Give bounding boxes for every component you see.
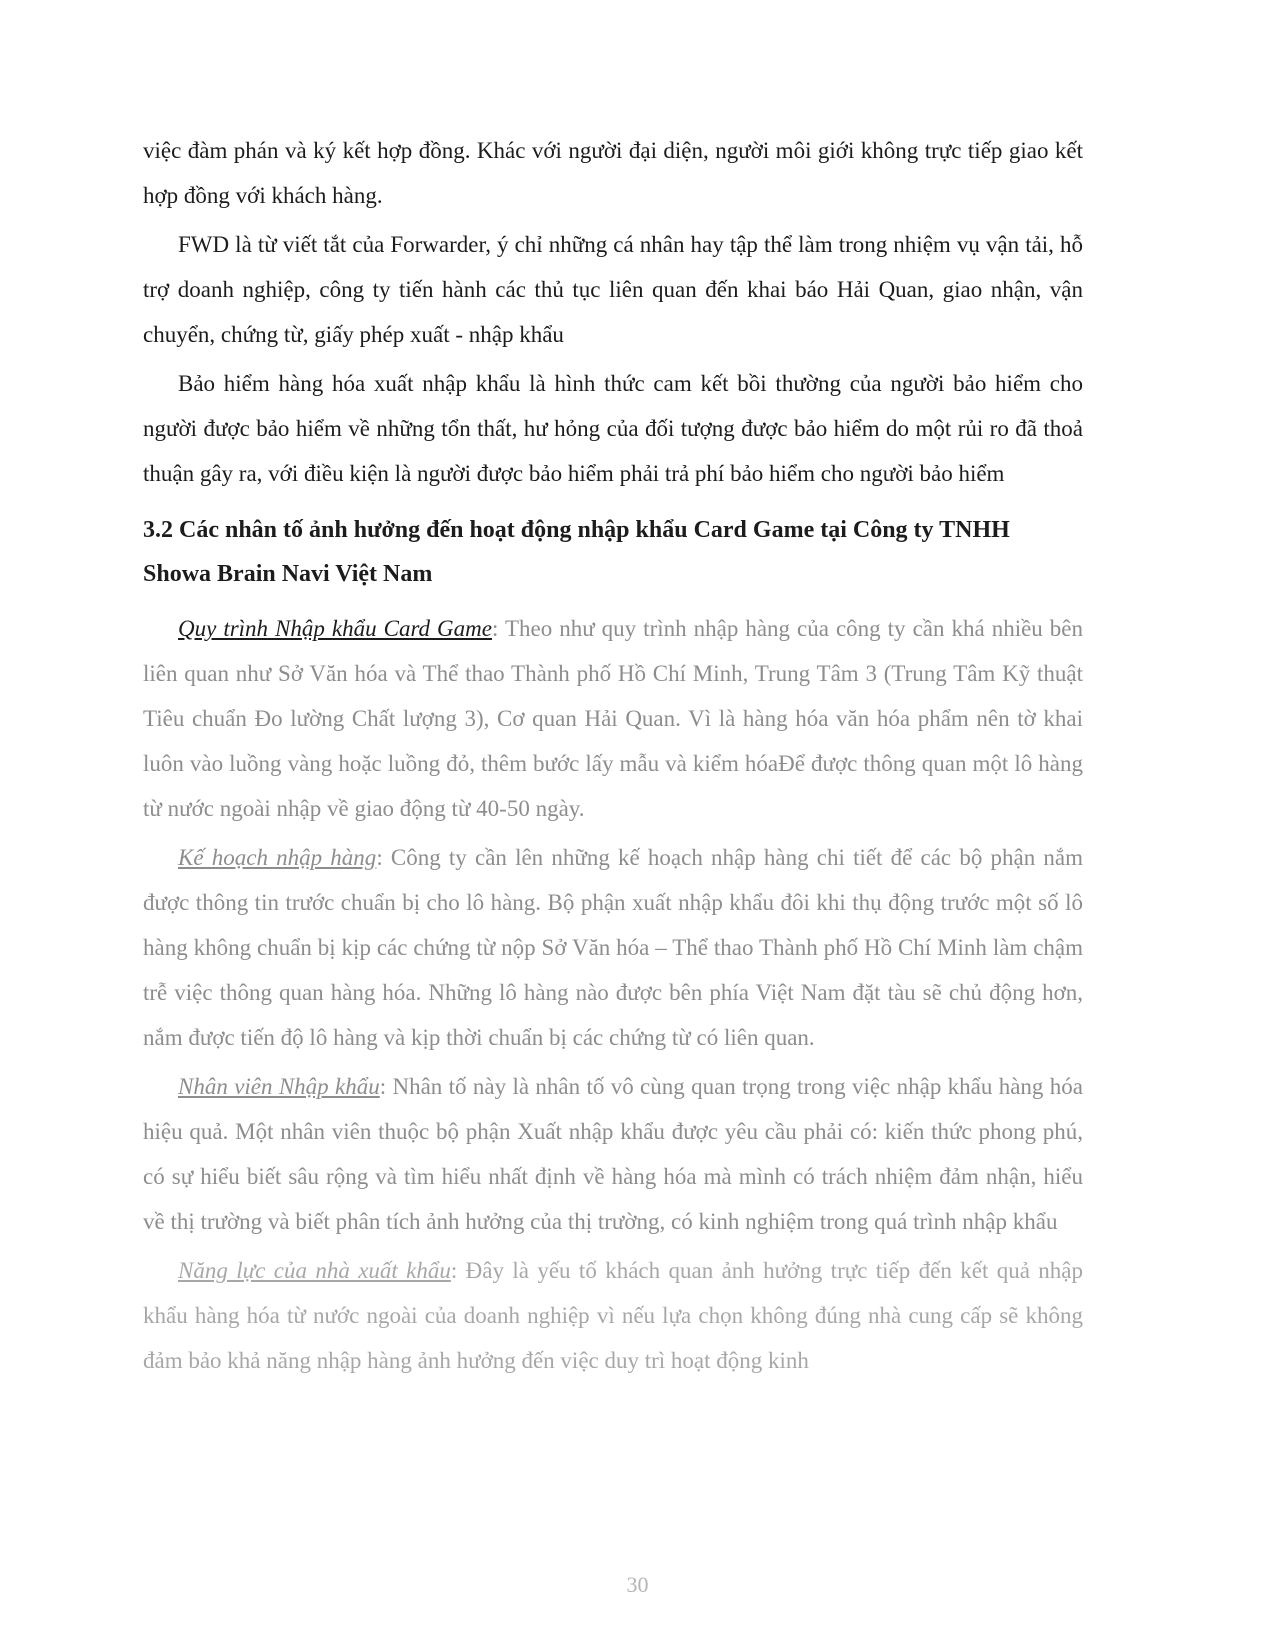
paragraph-import-process — [143, 606, 1083, 831]
page-content — [143, 128, 1083, 1387]
factor-text-process: : Theo như quy trình nhập hàng của công ty cần khá nhiều bên liên quan như Sở Văn hóa và Thể thao Thành phố Hồ Chí Minh, Trung Tâm 3 (Trung Tâm Kỹ thuật Tiêu chuẩn Đo lường Chất lượng 3), Cơ quan Hải Quan. Vì là hàng hóa văn hóa phẩm nên tờ khai luôn vào luồng vàng hoặc luồng đỏ, thêm bước lấy mẫu và kiểm hóaĐể được thông quan một lô hàng từ nước ngoài nhập về giao động từ 40-50 ngày. — [143, 616, 1083, 821]
factor-text-plan: : Công ty cần lên những kế hoạch nhập hàng chi tiết để các bộ phận nắm được thông tin trước chuẩn bị cho lô hàng. Bộ phận xuất nhập khẩu đôi khi thụ động trước một số lô hàng không chuẩn bị kịp các chứng từ nộp Sở Văn hóa – Thể thao Thành phố Hồ Chí Minh làm chậm trễ việc thông quan hàng hóa. Những lô hàng nào được bên phía Việt Nam đặt tàu sẽ chủ động hơn, nắm được tiến độ lô hàng và kịp thời chuẩn bị các chứng từ có liên quan. — [143, 845, 1083, 1050]
paragraph-import-staff — [143, 1064, 1083, 1244]
factor-lead-staff: Nhân viên Nhập khẩu — [178, 1074, 380, 1099]
paragraph-exporter-capacity — [143, 1248, 1083, 1383]
factor-lead-plan: Kế hoạch nhập hàng — [178, 845, 377, 870]
paragraph-broker: việc đàm phán và ký kết hợp đồng. Khác với người đại diện, người môi giới không trực tiếp giao kết hợp đồng với khách hàng. — [143, 138, 1083, 208]
factor-lead-process: Quy trình Nhập khẩu Card Game — [178, 616, 492, 641]
paragraph-forwarder: FWD là từ viết tắt của Forwarder, ý chỉ những cá nhân hay tập thể làm trong nhiệm vụ vận tải, hỗ trợ doanh nghiệp, công ty tiến hành các thủ tục liên quan đến khai báo Hải Quan, giao nhận, vận chuyển, chứng từ, giấy phép xuất - nhập khẩu — [143, 232, 1083, 347]
page-number: 30 — [626, 1572, 649, 1597]
factor-lead-exporter: Năng lực của nhà xuất khẩu — [178, 1258, 451, 1283]
factor-text-exporter: : Đây là yếu tố khách quan ảnh hưởng trực tiếp đến kết quả nhập khẩu hàng hóa từ nước ngoài của doanh nghiệp vì nếu lựa chọn không đúng nhà cung cấp sẽ không đảm bảo khả năng nhập hàng ảnh hưởng đến việc duy trì hoạt động kinh — [143, 1258, 1084, 1373]
section-heading: 3.2 Các nhân tố ảnh hưởng đến hoạt động nhập khẩu Card Game tại Công ty TNHH Showa Brain Navi Việt Nam — [143, 517, 1010, 587]
factor-text-staff: : Nhân tố này là nhân tố vô cùng quan trọng trong việc nhập khẩu hàng hóa hiệu quả. Một nhân viên thuộc bộ phận Xuất nhập khẩu được yêu cầu phải có: kiến thức phong phú, có sự hiểu biết sâu rộng và tìm hiểu nhất định về hàng hóa mà mình có trách nhiệm đảm nhận, hiểu về thị trường và biết phân tích ảnh hưởng của thị trường, có kinh nghiệm trong quá trình nhập khẩu — [143, 1074, 1083, 1234]
paragraph-insurance: Bảo hiểm hàng hóa xuất nhập khẩu là hình thức cam kết bồi thường của người bảo hiểm cho người được bảo hiểm về những tổn thất, hư hỏng của đối tượng được bảo hiểm do một rủi ro đã thoả thuận gây ra, với điều kiện là người được bảo hiểm phải trả phí bảo hiểm cho người bảo hiểm — [143, 371, 1083, 486]
paragraph-import-plan — [143, 835, 1083, 1060]
